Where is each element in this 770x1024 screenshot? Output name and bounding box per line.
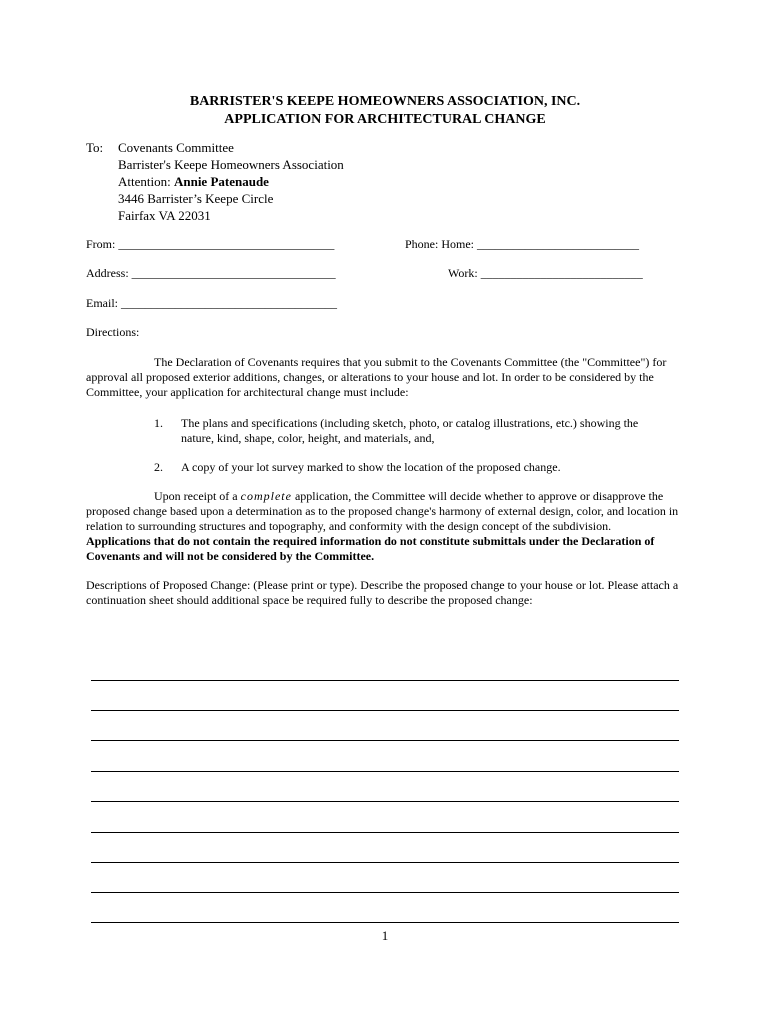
- email-field[interactable]: Email: ____________________________________: [86, 296, 337, 310]
- description-line[interactable]: [91, 801, 679, 802]
- warning-paragraph: Applications that do not contain the required information do not constitute submittals under the Declaration of Covenants and will not be considered by the Committee.: [86, 534, 655, 563]
- item-2-number: 2.: [154, 460, 163, 474]
- recipient-line-2: Barrister's Keepe Homeowners Association: [118, 157, 344, 172]
- receipt-complete-word: complete: [240, 489, 292, 503]
- receipt-paragraph: [86, 489, 686, 534]
- attention-name: Annie Patenaude: [173, 174, 269, 189]
- recipient-attention: [118, 174, 269, 190]
- receipt-post: application, the Committee will decide whether to approve or disapprove the proposed change based upon a determination as to the proposed change's harmony of external design, color, and location in relation to surrounding structures and topography, and conformity with the design concept of the subdivision.: [86, 489, 679, 533]
- description-line[interactable]: [91, 680, 679, 681]
- description-line[interactable]: [91, 740, 679, 741]
- descriptions-paragraph: Descriptions of Proposed Change: (Please print or type). Describe the proposed change to your house or lot. Please attach a continuation sheet should additional space be required fully to describe the proposed change:: [86, 578, 679, 607]
- header-form-title: APPLICATION FOR ARCHITECTURAL CHANGE: [224, 112, 546, 127]
- description-line[interactable]: [91, 710, 679, 711]
- receipt-pre: Upon receipt of a: [154, 489, 241, 503]
- description-line[interactable]: [91, 922, 679, 923]
- header-association-name: BARRISTER'S KEEPE HOMEOWNERS ASSOCIATION, INC.: [189, 94, 581, 109]
- description-line[interactable]: [91, 771, 679, 772]
- description-line[interactable]: [91, 862, 679, 863]
- description-line[interactable]: [91, 892, 679, 893]
- from-field[interactable]: From: ____________________________________: [86, 237, 335, 251]
- phone-home-field[interactable]: Phone: Home: ___________________________: [405, 237, 639, 251]
- attention-label: Attention:: [118, 174, 171, 189]
- intro-text: The Declaration of Covenants requires that you submit to the Covenants Committee (the "Committee") for approval all proposed exterior additions, changes, or alterations to your house and lot. In order to be considered by the Committee, your application for architectural change must include:: [86, 355, 667, 399]
- work-phone-field[interactable]: Work: ___________________________: [448, 266, 643, 280]
- item-1-line-1: The plans and specifications (including sketch, photo, or catalog illustrations, etc.) showing the: [181, 416, 639, 430]
- recipient-line-1: Covenants Committee: [118, 140, 234, 155]
- description-line[interactable]: [91, 832, 679, 833]
- recipient-line-4: 3446 Barrister’s Keepe Circle: [118, 191, 274, 206]
- directions-heading: Directions:: [86, 325, 140, 339]
- to-label: To:: [86, 140, 104, 155]
- intro-paragraph: [86, 355, 686, 400]
- item-2-text: A copy of your lot survey marked to show the location of the proposed change.: [181, 460, 561, 474]
- address-field[interactable]: Address: __________________________________: [86, 266, 336, 280]
- page-number: 1: [381, 928, 389, 943]
- item-1-line-2: nature, kind, shape, color, height, and materials, and,: [181, 431, 435, 445]
- item-1-number: 1.: [154, 416, 163, 430]
- recipient-line-5: Fairfax VA 22031: [118, 208, 211, 223]
